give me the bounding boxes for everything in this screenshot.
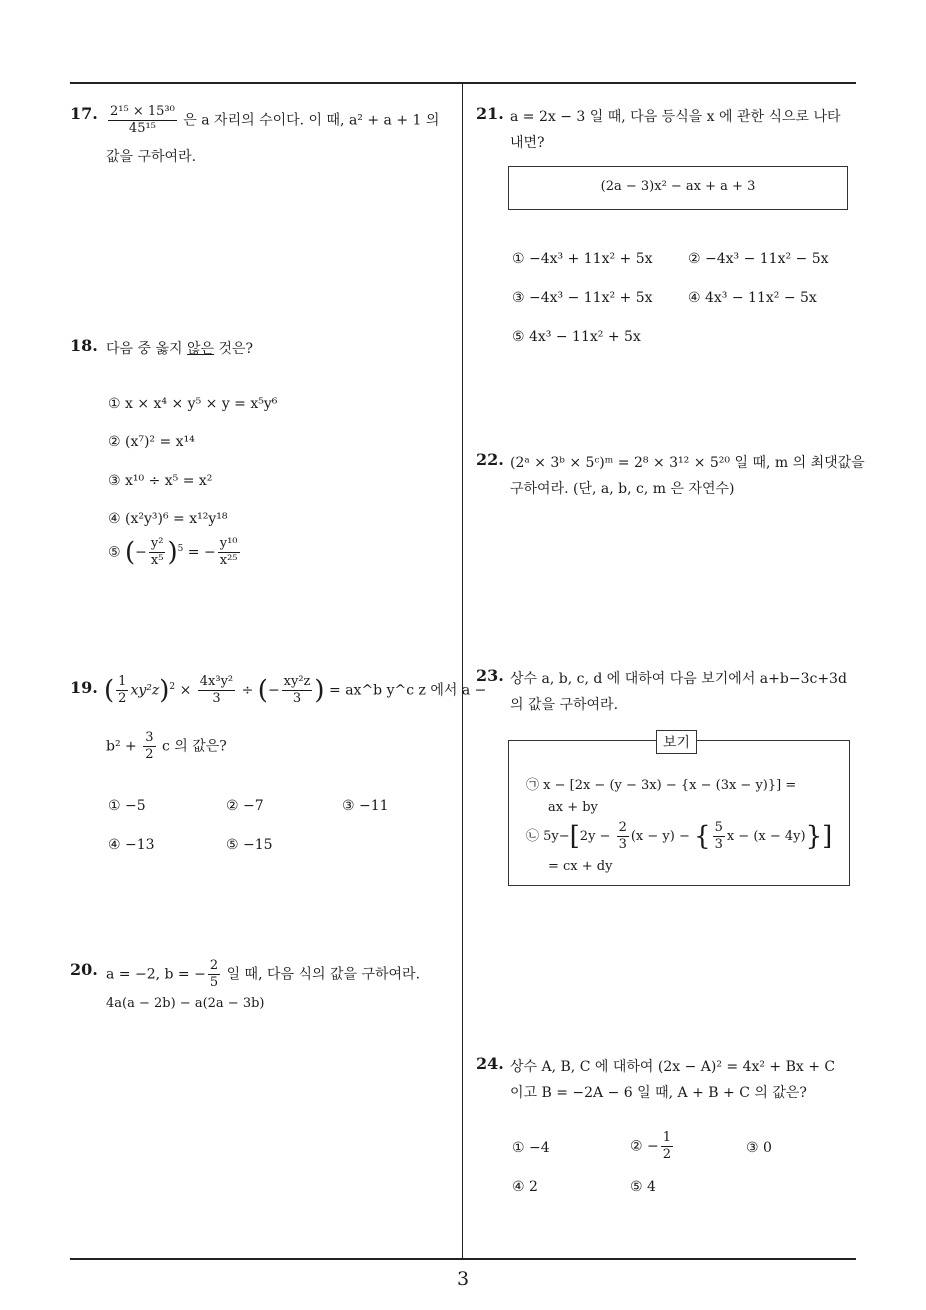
fraction-numerator: 3 (145, 730, 154, 745)
question-text: 내면? (510, 135, 545, 151)
answer-option-5[interactable]: ⑤ 4 (630, 1179, 656, 1195)
page-number: 3 (456, 1268, 470, 1290)
fraction-denominator: 3 (618, 837, 627, 852)
question-number: 21. (476, 104, 504, 123)
fraction-denominator: x²⁵ (219, 553, 238, 568)
question-number: 24. (476, 1054, 504, 1073)
expression: 4a(a − 2b) − a(2a − 3b) (106, 996, 265, 1011)
question-23 (476, 666, 861, 890)
fraction (713, 820, 725, 853)
fraction-denominator: 2 (118, 691, 127, 706)
question-text: 의 값을 구하여라. (510, 697, 619, 713)
boxed-expression: (2a − 3)x² − ax + a + 3 (600, 179, 756, 194)
fraction-numerator: 4x³y² (199, 674, 234, 689)
question-number: 20. (70, 960, 98, 979)
question-text: 구하여라. (단, a, b, c, m 은 자연수) (510, 481, 735, 497)
answer-option-2[interactable]: ② −7 (226, 798, 264, 814)
question-text: 다음 중 옳지 (106, 341, 183, 357)
example-item-1: ㉠ x − [2x − (y − 3x) − {x − (3x − y)}] = (526, 778, 797, 793)
fraction (617, 820, 629, 853)
question-18 (70, 336, 455, 586)
answer-option-1[interactable]: ① −4 (512, 1140, 550, 1156)
fraction (282, 674, 313, 707)
fraction-numerator: 2¹⁵ × 15³⁰ (110, 104, 175, 119)
question-text: = ax^b y^c z 에서 a − (329, 682, 487, 699)
answer-option-4[interactable]: ④ 4x³ − 11x² − 5x (688, 290, 817, 306)
fraction-denominator: 2 (145, 747, 154, 762)
answer-option-2[interactable]: ② −4x³ − 11x² − 5x (688, 251, 829, 267)
expression-box (508, 166, 848, 210)
fraction-numerator: xy²z (283, 674, 311, 689)
question-21 (476, 104, 861, 354)
question-text: 은 a 자리의 수이다. 이 때, a² + a + 1 의 (183, 112, 440, 129)
question-text: 상수 A, B, C 에 대하여 (2x − A)² = 4x² + Bx + C (510, 1059, 836, 1075)
question-text-emphasis: 않은 (186, 341, 215, 357)
fraction-numerator: 5 (714, 820, 723, 835)
question-text: a = −2, b = − (106, 966, 206, 983)
question-number: 17. (70, 104, 98, 123)
question-number: 18. (70, 336, 98, 355)
example-item-2: ㉡ 5y−[2y − $\frac{2}{3}$ (x − y) − { $\frac{5}{3}$ x − (x − 4y)}] (526, 820, 833, 852)
answer-option-2[interactable]: ② (x⁷)² = x¹⁴ (108, 434, 195, 450)
question-20 (70, 958, 455, 1028)
question-17 (70, 104, 455, 184)
answer-option-5[interactable]: ⑤ −15 (226, 837, 273, 853)
answer-option-4[interactable]: ④ −13 (108, 837, 155, 853)
fraction-numerator: 1 (662, 1130, 672, 1145)
fraction-numerator: 2 (209, 958, 219, 973)
fraction-denominator: x⁵ (150, 553, 164, 568)
fraction (198, 674, 235, 707)
question-19: 19. ( $\frac{1}{2}$ xy²z)$^2$ × $\frac{\text{4x³y²}}{3}$ ÷ (− $\frac{\text{xy²z}}{3}$ ) = ax^b y^c z 에서 a − b² + $\frac{3}{2}$ c 의 값은? ① −5 ② −7 ③ −11 ④ −13 ⑤ −15 (70, 674, 487, 853)
fraction (218, 536, 240, 569)
question-text: b² + (106, 738, 137, 755)
fraction (661, 1130, 673, 1163)
example-item-2-cont: = cx + dy (548, 859, 613, 874)
answer-option-4[interactable]: ④ (x²y³)⁶ = x¹²y¹⁸ (108, 511, 228, 527)
example-item-1-cont: ax + by (548, 800, 598, 815)
answer-option-3[interactable]: ③ x¹⁰ ÷ x⁵ = x² (108, 473, 213, 489)
question-number: 19. (70, 678, 98, 697)
question-number: 22. (476, 450, 504, 469)
answer-option-2[interactable]: ② − $\frac{1}{2}$ (630, 1130, 672, 1162)
question-text: c 의 값은? (161, 738, 227, 755)
fraction (143, 730, 155, 763)
fraction (108, 104, 177, 137)
question-24 (476, 1054, 861, 1204)
question-text: 상수 a, b, c, d 에 대하여 다음 보기에서 a+b−3c+3d (510, 671, 847, 687)
answer-option-3[interactable]: ③ −4x³ − 11x² + 5x (512, 290, 653, 306)
answer-option-5[interactable]: ⑤ (− $\frac{\text{y²}}{\text{x⁵}}$ )$^5$ = − $\frac{\text{y¹⁰}}{\text{x²⁵}}$ (108, 536, 238, 568)
question-text: a = 2x − 3 일 때, 다음 등식을 x 에 관한 식으로 나타 (510, 109, 841, 125)
fraction-denominator: 2 (662, 1147, 672, 1162)
answer-option-5[interactable]: ⑤ 4x³ − 11x² + 5x (512, 329, 641, 345)
fraction-denominator: 5 (209, 975, 219, 990)
answer-option-3[interactable]: ③ 0 (746, 1140, 772, 1156)
question-22 (476, 450, 865, 510)
question-text: 것은? (218, 341, 254, 357)
fraction-numerator: 2 (618, 820, 627, 835)
option-label: ⑤ (108, 544, 121, 561)
question-text: 이고 B = −2A − 6 일 때, A + B + C 의 값은? (510, 1085, 807, 1101)
fraction-numerator: y² (150, 536, 164, 551)
question-text: 값을 구하여라. (106, 149, 197, 165)
fraction (208, 958, 220, 991)
fraction-denominator: 3 (292, 691, 302, 706)
column-divider (462, 83, 463, 1259)
question-text: (2ᵃ × 3ᵇ × 5ᶜ)ᵐ = 2⁸ × 3¹² × 5²⁰ 일 때, m 의 최댓값을 (510, 455, 865, 471)
question-text: 일 때, 다음 식의 값을 구하여라. (226, 966, 421, 983)
fraction-denominator: 45¹⁵ (128, 121, 156, 136)
fraction-denominator: 3 (212, 691, 221, 706)
fraction (116, 674, 128, 707)
fraction-numerator: y¹⁰ (219, 536, 238, 551)
question-number: 23. (476, 666, 504, 685)
answer-option-1[interactable]: ① x × x⁴ × y⁵ × y = x⁵y⁶ (108, 396, 278, 412)
answer-option-4[interactable]: ④ 2 (512, 1179, 538, 1195)
fraction-numerator: 1 (118, 674, 127, 689)
bottom-rule (70, 1258, 856, 1260)
fraction-denominator: 3 (714, 837, 723, 852)
answer-option-1[interactable]: ① −5 (108, 798, 146, 814)
example-box-label: 보기 (656, 730, 697, 754)
answer-option-1[interactable]: ① −4x³ + 11x² + 5x (512, 251, 653, 267)
answer-option-3[interactable]: ③ −11 (342, 798, 389, 814)
fraction (149, 536, 166, 569)
